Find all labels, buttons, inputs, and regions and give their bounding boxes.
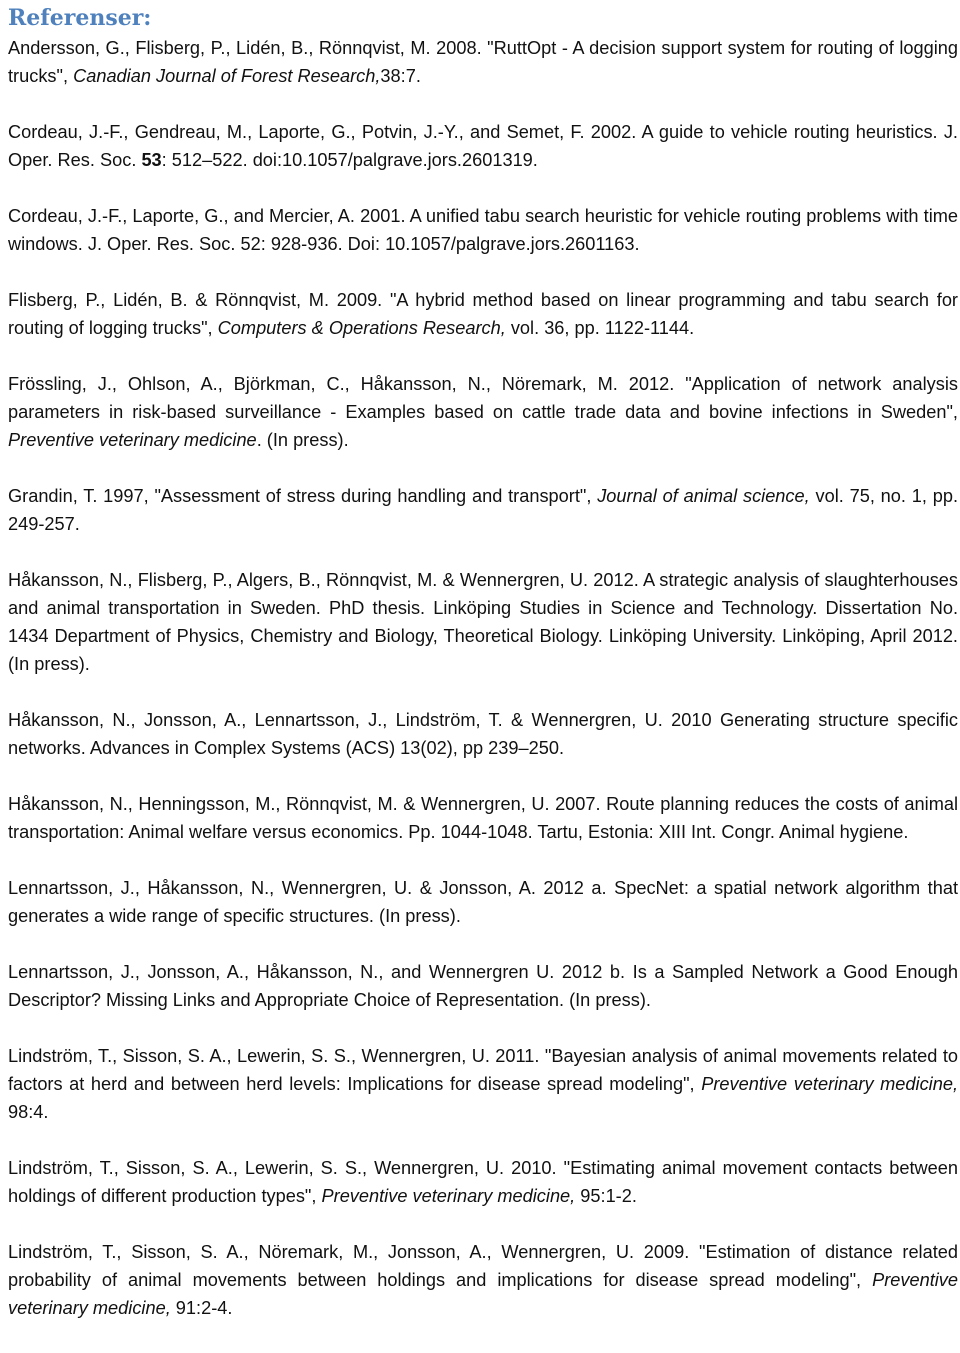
reference-text: Lindström, T., Sisson, S. A., Lewerin, S. S., Wennergren, U. 2011. "Bayesian analysis of animal movements related to factors at herd and between herd levels: Implications for disease spread modeling",: [8, 1046, 958, 1094]
reference-text: . (In press).: [256, 430, 349, 450]
reference-text: Preventive veterinary medicine,: [701, 1074, 958, 1094]
reference-lennartsson-2012b: [8, 958, 958, 1014]
references-heading: Referenser:: [8, 5, 152, 31]
reference-text: Cordeau, J.-F., Laporte, G., and Mercier, A. 2001. A unified tabu search heuristic for vehicle routing problems with time windows. J. Oper. Res. Soc. 52: 928-936. Doi: 10.1057/palgrave.jors.2601163.: [8, 206, 958, 254]
reference-text: 95:1-2.: [575, 1186, 637, 1206]
references-page: [8, 0, 958, 1322]
reference-text: Cordeau, J.-F., Gendreau, M., Laporte, G., Potvin, J.-Y., and Semet, F. 2002. A guide to vehicle routing heuristics. J. Oper. Res. Soc.: [8, 122, 958, 170]
reference-text: Journal of animal science,: [597, 486, 810, 506]
reference-grandin-1997: [8, 482, 958, 538]
reference-hakansson-2010: [8, 706, 958, 762]
reference-text: : 512–522. doi:10.1057/palgrave.jors.2601319.: [161, 150, 538, 170]
reference-text: Lennartsson, J., Håkansson, N., Wennergren, U. & Jonsson, A. 2012 a. SpecNet: a spatial network algorithm that generates a wide range of specific structures. (In press).: [8, 878, 958, 926]
reference-text: 98:4.: [8, 1102, 49, 1122]
reference-lennartsson-2012a: [8, 874, 958, 930]
reference-hakansson-2007: [8, 790, 958, 846]
reference-cordeau-2001: [8, 202, 958, 258]
reference-frossling-2012: [8, 370, 958, 454]
reference-text: Canadian Journal of Forest Research,: [73, 66, 381, 86]
reference-text: Håkansson, N., Jonsson, A., Lennartsson, J., Lindström, T. & Wennergren, U. 2010 Generating structure specific networks. Advances in Complex Systems (ACS) 13(02), pp 239–250.: [8, 710, 958, 758]
reference-text: 91:2-4.: [170, 1298, 233, 1318]
reference-cordeau-2002: [8, 118, 958, 174]
reference-text: Computers & Operations Research,: [217, 318, 506, 338]
reference-text: Preventive veterinary medicine,: [8, 1270, 958, 1318]
reference-text: 38:7.: [380, 66, 421, 86]
reference-text: Flisberg, P., Lidén, B. & Rönnqvist, M. 2009. "A hybrid method based on linear programming and tabu search for routing of logging trucks",: [8, 290, 958, 338]
reference-text: vol. 75, no. 1, pp. 249-257.: [8, 486, 958, 534]
reference-lindstrom-2009: [8, 1238, 958, 1322]
reference-text: Lindström, T., Sisson, S. A., Nöremark, M., Jonsson, A., Wennergren, U. 2009. "Estimation of distance related probability of animal movements between holdings and implications for disease spread modeling",: [8, 1242, 958, 1290]
reference-text: 53: [141, 150, 162, 170]
reference-text: Lindström, T., Sisson, S. A., Lewerin, S. S., Wennergren, U. 2010. "Estimating animal movement contacts between holdings of different production types",: [8, 1158, 958, 1206]
reference-andersson-2008: [8, 34, 958, 90]
reference-hakansson-2012: [8, 566, 958, 678]
reference-text: Håkansson, N., Henningsson, M., Rönnqvist, M. & Wennergren, U. 2007. Route planning reduces the costs of animal transportation: Animal welfare versus economics. Pp. 1044-1048. Tartu, Estonia: XIII Int. Congr. Animal hygiene.: [8, 794, 958, 842]
reference-lindstrom-2011: [8, 1042, 958, 1126]
reference-text: Frössling, J., Ohlson, A., Björkman, C., Håkansson, N., Nöremark, M. 2012. "Application of network analysis parameters in risk-based surveillance - Examples based on cattle trade data and bovine infections in Sweden",: [8, 374, 958, 422]
reference-text: vol. 36, pp. 1122-1144.: [505, 318, 695, 338]
reference-text: Preventive veterinary medicine: [8, 430, 257, 450]
reference-text: Andersson, G., Flisberg, P., Lidén, B., Rönnqvist, M. 2008. "RuttOpt - A decision support system for routing of logging trucks",: [8, 38, 958, 86]
reference-list: [8, 34, 958, 1322]
reference-text: Håkansson, N., Flisberg, P., Algers, B., Rönnqvist, M. & Wennergren, U. 2012. A strategic analysis of slaughterhouses and animal transportation in Sweden. PhD thesis. Linköping Studies in Science and Technology. Dissertation No. 1434 Department of Physics, Chemistry and Biology, Theoretical Biology. Linköping University. Linköping, April 2012. (In press).: [8, 570, 958, 674]
reference-text: Preventive veterinary medicine,: [321, 1186, 576, 1206]
reference-lindstrom-2010: [8, 1154, 958, 1210]
reference-text: Grandin, T. 1997, "Assessment of stress during handling and transport",: [8, 486, 598, 506]
reference-text: Lennartsson, J., Jonsson, A., Håkansson, N., and Wennergren U. 2012 b. Is a Sampled Network a Good Enough Descriptor? Missing Links and Appropriate Choice of Representation. (In press).: [8, 962, 958, 1010]
reference-flisberg-2009: [8, 286, 958, 342]
